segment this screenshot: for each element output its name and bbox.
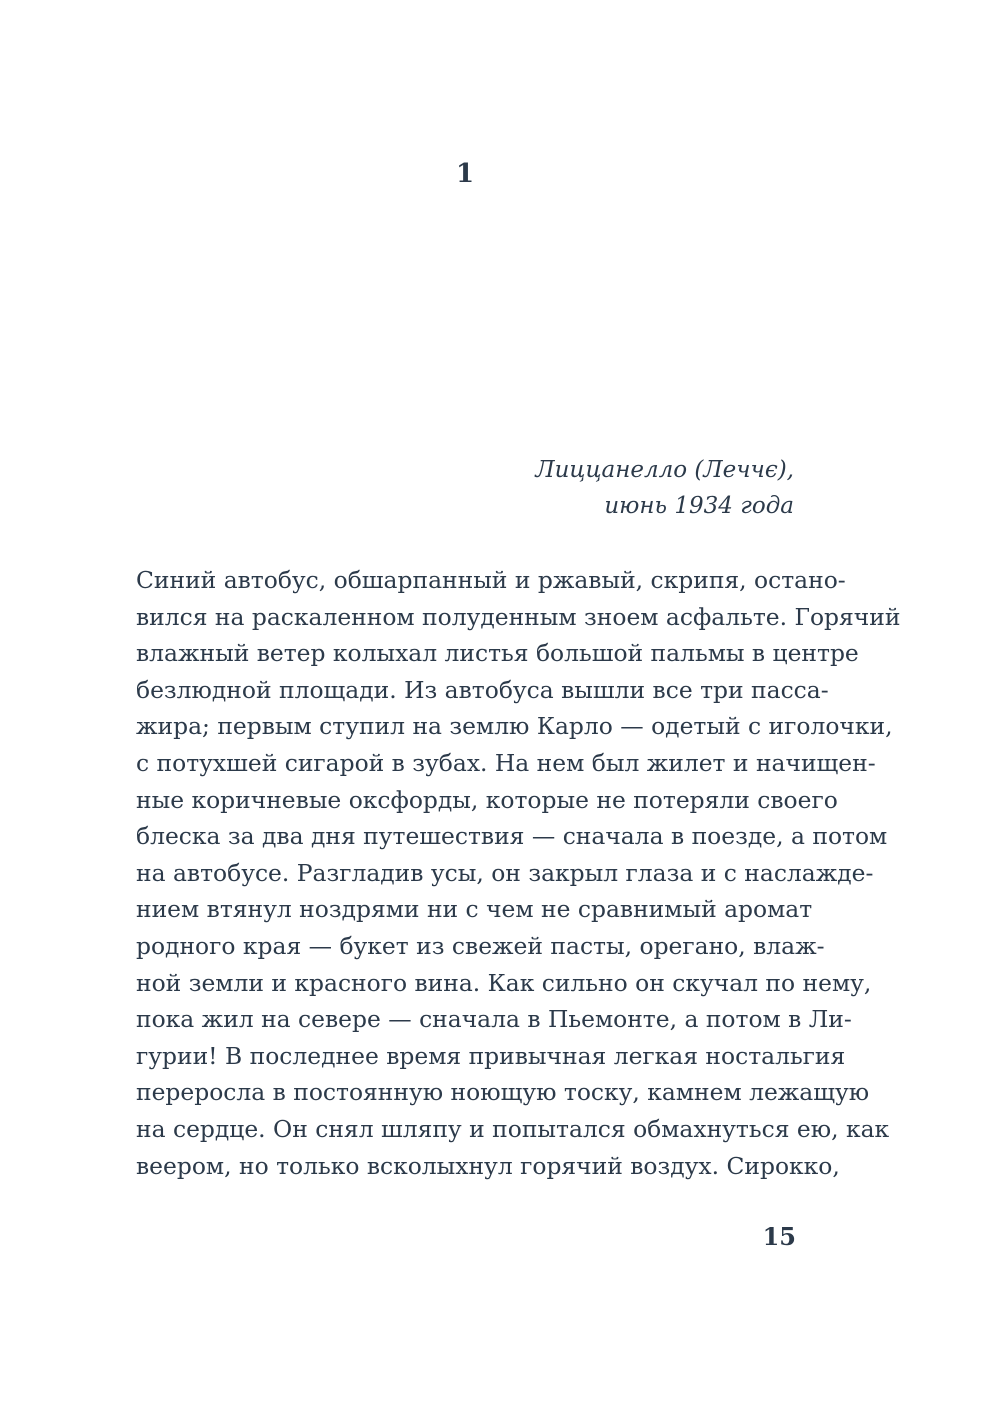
text-line: жира; первым ступил на землю Карло — одетый с иголочки, [136, 712, 893, 741]
text-line: ные коричневые оксфорды, которые не потеряли своего [136, 785, 838, 814]
epigraph-date: июнь 1934 года [604, 493, 794, 519]
body-text [136, 562, 901, 1184]
page-number: 15 [762, 1222, 796, 1251]
text-line: с потухшей сигарой в зубах. На нем был жилет и начищен- [136, 748, 876, 777]
text-line: ной земли и красного вина. Как сильно он скучал по нему, [136, 968, 872, 997]
epigraph [535, 452, 794, 524]
text-line: родного края — букет из свежей пасты, орегано, влаж- [136, 931, 825, 960]
text-line: влажный ветер колыхал листья большой пальмы в центре [136, 639, 859, 668]
text-line: веером, но только всколыхнул горячий воздух. Сирокко, [136, 1151, 840, 1180]
text-line: безлюдной площади. Из автобуса вышли все три пасса- [136, 675, 829, 704]
chapter-number: 1 [455, 159, 475, 189]
text-line: нием втянул ноздрями ни с чем не сравнимый аромат [136, 895, 813, 924]
text-line: пока жил на севере — сначала в Пьемонте, а потом в Ли- [136, 1005, 852, 1034]
text-line: на автобусе. Разгладив усы, он закрыл глаза и с наслажде- [136, 858, 874, 887]
text-line: Синий автобус, обшарпанный и ржавый, скрипя, остано- [136, 566, 846, 594]
text-line: блеска за два дня путешествия — сначала в поезде, а потом [136, 822, 888, 851]
text-line: гурии! В последнее время привычная легкая ностальгия [136, 1041, 846, 1070]
text-line: вился на раскаленном полуденным зноем асфальте. Горячий [136, 602, 901, 631]
epigraph-place: Лиццанелло (Леччє), [535, 457, 794, 483]
text-line: на сердце. Он снял шляпу и попытался обмахнуться ею, как [136, 1114, 890, 1143]
text-line: переросла в постоянную ноющую тоску, камнем лежащую [136, 1078, 870, 1107]
